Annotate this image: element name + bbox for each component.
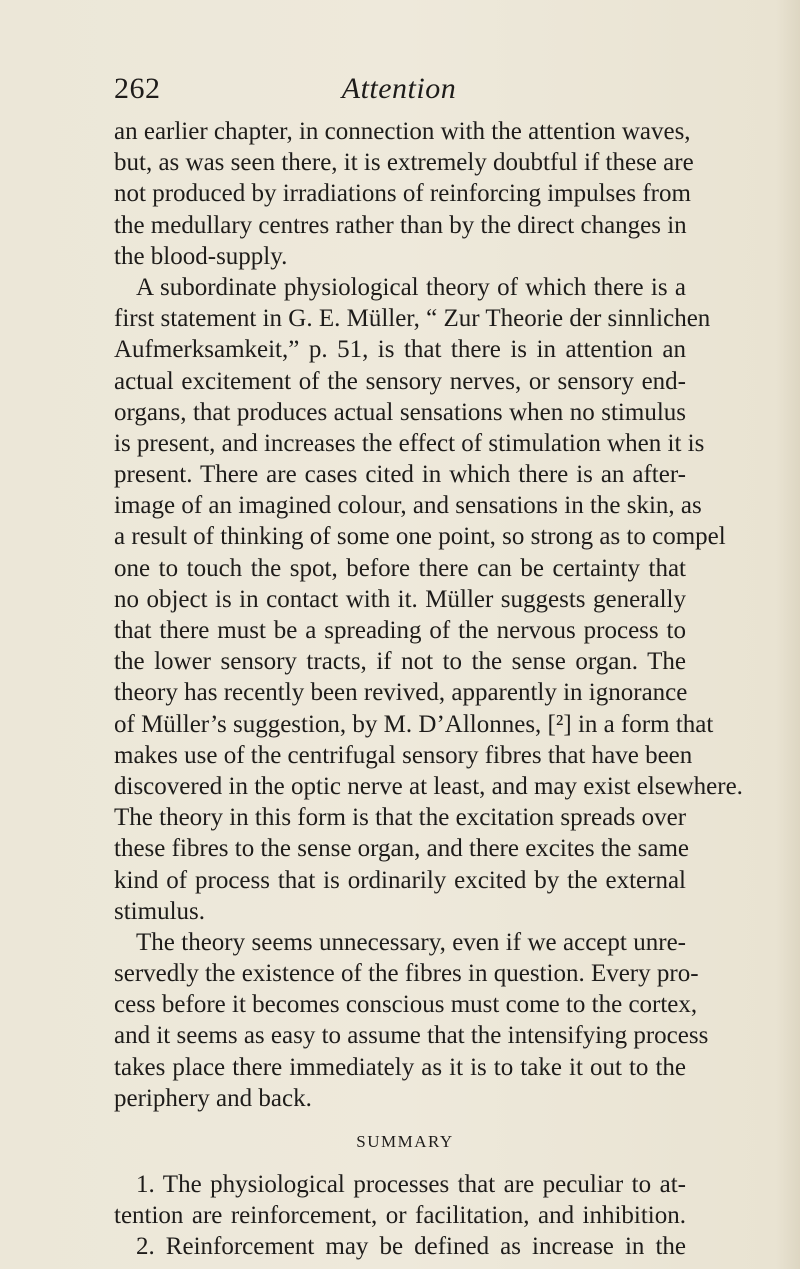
text-line: of Müller’s suggestion, by M. D’Allonnes, [²] in a form that (114, 710, 714, 738)
text-line: organs, that produces actual sensations when no stimulus (114, 398, 686, 426)
text-line: the medullary centres rather than by the direct changes in (114, 211, 687, 239)
text-line: that there must be a spreading of the nervous process to (114, 617, 686, 644)
text-line: theory has recently been revived, apparently in ignorance (114, 679, 688, 707)
text-line: first statement in G. E. Müller, “ Zur Theorie der sinnlichen (114, 305, 711, 333)
summary-line: 1. The physiological processes that are peculiar to at- (136, 1171, 686, 1198)
text-line: discovered in the optic nerve at least, and may exist elsewhere. (114, 772, 743, 800)
body-text (114, 116, 743, 1263)
text-line: an earlier chapter, in connection with the attention waves, (114, 118, 691, 145)
text-line: the lower sensory tracts, if not to the sense organ. The (114, 648, 686, 676)
text-line: cess before it becomes conscious must come to the cortex, (114, 991, 698, 1019)
text-line: kind of process that is ordinarily excited by the external (114, 866, 686, 894)
text-line: makes use of the centrifugal sensory fibres that have been (114, 741, 693, 769)
text-line: actual excitement of the sensory nerves, or sensory end- (114, 367, 686, 395)
summary-line: 2. Reinforcement may be defined as increase in the (136, 1233, 686, 1261)
text-line: and it seems as easy to assume that the intensifying process (114, 1022, 709, 1050)
text-line: present. There are cases cited in which there is an after- (114, 461, 686, 489)
page-number: 262 (114, 72, 161, 105)
running-title: Attention (341, 72, 457, 105)
page-header (114, 72, 684, 112)
text-line: no object is in contact with it. Müller suggests generally (114, 585, 686, 613)
text-line: is present, and increases the effect of stimulation when it is (114, 429, 705, 457)
text-line: these fibres to the sense organ, and there excites the same (114, 835, 690, 863)
text-line: Aufmerksamkeit,” p. 51, is that there is in attention an (114, 336, 686, 364)
text-line: stimulus. (114, 897, 205, 925)
text-line: takes place there immediately as it is to take it out to the (114, 1053, 686, 1081)
text-line: image of an imagined colour, and sensations in the skin, as (114, 492, 702, 520)
text-line: but, as was seen there, it is extremely doubtful if these are (114, 149, 694, 177)
text-line: servedly the existence of the fibres in question. Every pro- (114, 960, 699, 988)
text-line: a result of thinking of some one point, so strong as to compel (114, 523, 726, 551)
text-line: the blood-supply. (114, 242, 288, 270)
text-line: A subordinate physiological theory of which there is a (136, 273, 686, 301)
text-line: The theory in this form is that the excitation spreads over (114, 804, 687, 832)
text-line: periphery and back. (114, 1084, 312, 1112)
summary-line: tention are reinforcement, or facilitation, and inhibition. (114, 1202, 686, 1230)
text-line: The theory seems unnecessary, even if we accept unre- (136, 928, 686, 956)
text-line: not produced by irradiations of reinforcing impulses from (114, 180, 691, 208)
summary-heading: SUMMARY (356, 1132, 454, 1151)
text-line: one to touch the spot, before there can be certainty that (114, 554, 686, 582)
